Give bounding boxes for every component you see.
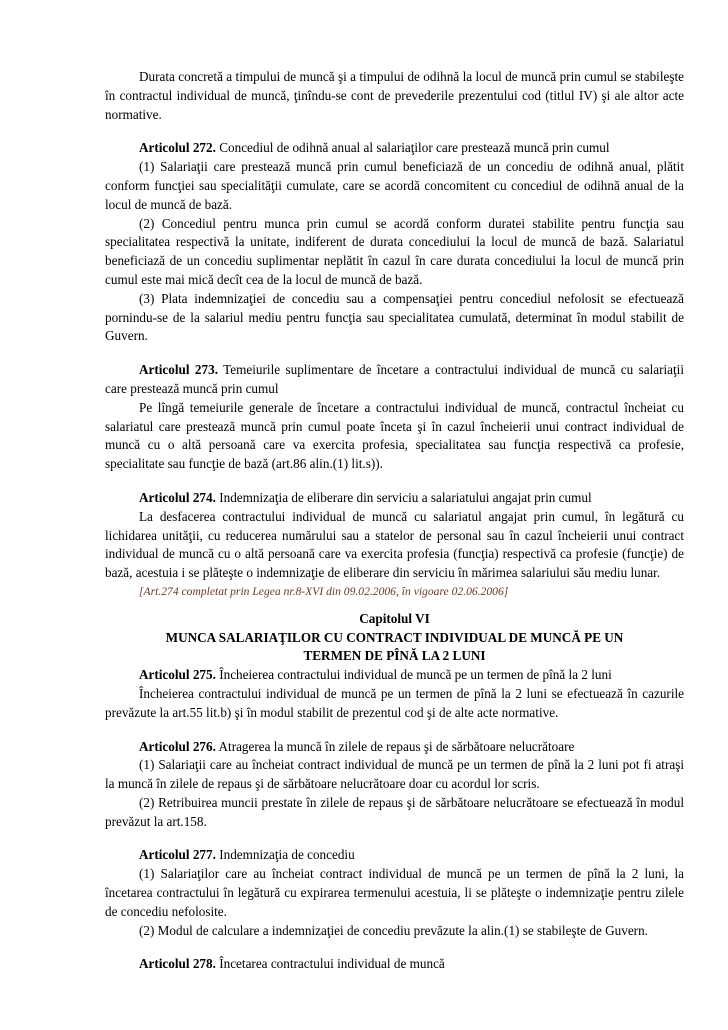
chapter-title: MUNCA SALARIAŢILOR CU CONTRACT INDIVIDUAL DE MUNCĂ PE UN TERMEN DE PÎNĂ LA 2 LUNI xyxy=(165,629,624,664)
article-title: Încetarea contractului individual de muncă xyxy=(219,956,445,972)
article-paragraph: (1) Salariaţii care prestează muncă prin cumul beneficiază de un concediu de odihnă anual, plătit conform funcţiei sau specialităţii cumulate, care se acordă concomitent cu concediul de odihnă anual de la locul de muncă de bază. xyxy=(105,159,684,212)
article-title: Încheierea contractului individual de muncă pe un termen de pînă la 2 luni xyxy=(219,667,612,683)
intro-paragraph: Durata concretă a timpului de muncă şi a timpului de odihnă la locul de muncă prin cumul se stabileşte în contractul individual de muncă, ţinîndu-se cont de prevederile prezentului cod (titlul IV) şi ale altor acte normative. xyxy=(105,69,684,122)
article-278 xyxy=(105,955,684,974)
article-heading xyxy=(105,955,684,974)
article-label: Articolul 278. xyxy=(139,956,216,972)
article-paragraph: (1) Salariaţii care au încheiat contract individual de muncă pe un termen de pînă la 2 luni pot fi atraşi la muncă în zilele de repaus şi de sărbătoare nelucrătoare doar cu acordul lor scris. xyxy=(105,757,684,792)
article-heading xyxy=(105,666,684,685)
article-heading xyxy=(105,846,684,865)
article-title: Indemnizaţia de concediu xyxy=(219,847,355,863)
article-paragraph: Pe lîngă temeiurile generale de încetare a contractului individual de muncă, contractul încheiat cu salariatul care prestează muncă prin cumul poate înceta şi în cazul încheierii unui contract individual de muncă cu o altă persoană care va exercita profesia, specialitatea sau funcţia respectivă ca profesie, specialitate sau funcţie de bază (art.86 alin.(1) lit.s)). xyxy=(105,399,684,472)
article-paragraph: (3) Plata indemnizaţiei de concediu sau a compensaţiei pentru concediul nefolosit se efectuează pornindu-se de la salariul mediu pentru funcţia sau specialitatea cumulată, determinat în modul stabilit de Guvern. xyxy=(105,290,684,344)
article-paragraph: Încheierea contractului individual de muncă pe un termen de pînă la 2 luni se efectuează în cazurile prevăzute la art.55 lit.b) şi în modul stabilit de prezentul cod şi de alte acte normative. xyxy=(105,685,684,720)
article-273 xyxy=(105,361,684,474)
article-heading xyxy=(105,139,684,158)
article-paragraph: (2) Modul de calculare a indemnizaţiei de concediu prevăzute la alin.(1) se stabileşte de Guvern. xyxy=(139,922,648,938)
article-title: Indemnizaţia de eliberare din serviciu a salariatului angajat prin cumul xyxy=(219,489,592,505)
article-paragraph: (1) Salariaţilor care au încheiat contract individual de muncă pe un termen de pînă la 2 luni, la încetarea contractului în legătură cu expirarea termenului acestuia, li se plăteşte o indemnizaţie pentru zilele de concediu nefolosite. xyxy=(105,866,684,919)
article-label: Articolul 274. xyxy=(139,489,216,505)
article-label: Articolul 273. xyxy=(139,362,219,378)
article-277 xyxy=(105,846,684,940)
article-heading xyxy=(105,361,684,399)
article-274 xyxy=(105,489,684,602)
article-275 xyxy=(105,666,684,722)
article-272 xyxy=(105,139,684,346)
article-heading xyxy=(105,738,684,757)
chapter-number: Capitolul VI xyxy=(359,610,430,626)
article-label: Articolul 275. xyxy=(139,667,216,683)
article-title: Concediul de odihnă anual al salariaţilor care prestează muncă prin cumul xyxy=(219,140,610,156)
article-title: Atragerea la muncă în zilele de repaus şi de sărbătoare nelucrătoare xyxy=(218,738,575,754)
article-paragraph: La desfacerea contractului individual de muncă cu salariatul angajat prin cumul, în legătură cu lichidarea unităţii, cu reducerea numărului sau a statelor de personal sau în cazul încheierii unui contract individual de muncă cu o altă persoană care va exercita profesia (funcţia) respectivă ca profesie (funcţie) de bază, acestuia i se plăteşte o indemnizaţie de eliberare din serviciu în mărimea salariului său mediu lunar. xyxy=(105,508,684,581)
article-label: Articolul 277. xyxy=(139,847,216,863)
article-title: Temeiurile suplimentare de încetare a contractului individual de muncă cu salariaţii care prestează muncă prin cumul xyxy=(105,362,685,396)
article-paragraph: (2) Retribuirea muncii prestate în zilele de repaus şi de sărbătoare nelucrătoare se efectuează în modul prevăzut la art.158. xyxy=(105,794,684,829)
article-label: Articolul 276. xyxy=(139,738,216,754)
article-paragraph: (2) Concediul pentru munca prin cumul se acordă conform duratei stabilite pentru funcţia sau specialitatea respectivă la unitate, indiferent de durata concediului la locul de muncă de bază. Salariatul beneficiază de un concediu suplimentar neplătit în cazul în care durata concediului la locul de muncă prin cumul este mai mică decît cea de la locul de muncă de bază. xyxy=(105,215,684,287)
amendment-note: [Art.274 completat prin Legea nr.8-XVI din 09.02.2006, în vigoare 02.06.2006] xyxy=(139,584,509,598)
article-276 xyxy=(105,738,684,832)
article-heading xyxy=(105,489,684,508)
article-label: Articolul 272. xyxy=(139,140,216,156)
